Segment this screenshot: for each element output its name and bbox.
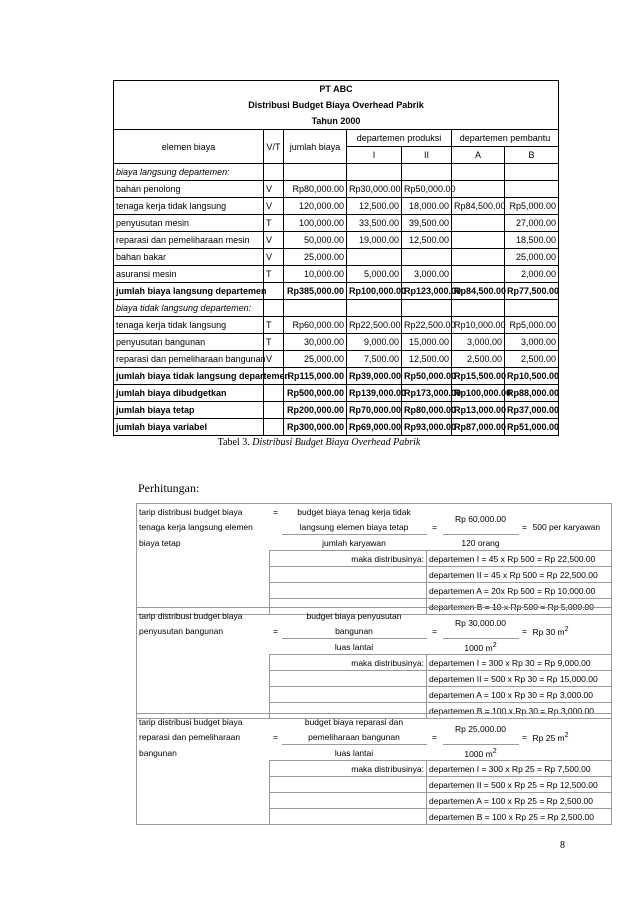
calc-value-denominator-text: 120 orang [461,537,500,548]
distribution-line: departemen II = 500 x Rp 30 = Rp 15,000.00 [427,671,612,687]
row-value-b: Rp88,000.00 [505,385,559,402]
calc-row [137,535,612,551]
row-value-a [452,249,505,266]
row-value-ii: Rp93,000.00 [402,419,452,436]
row-value-ii: Rp50,000.00 [402,368,452,385]
calc-value-denominator-text: 1000 m [464,642,493,653]
row-value-jumlah: Rp80,000.00 [284,181,347,198]
calc-equals-3: = [522,521,527,532]
row-label: penyusutan mesin [114,215,264,232]
row-value-i: Rp22,500.00 [347,317,402,334]
col-header-elemen: elemen biaya [114,130,264,164]
calc-value-numerator [443,608,519,639]
row-label: jumlah biaya dibudgetkan [114,385,264,402]
calc-result [531,519,612,535]
row-value-i: Rp100,000.00 [347,283,402,300]
calc-numerator-line-2 [282,519,427,535]
total-row [114,368,559,385]
row-value-b: 27,000.00 [505,215,559,232]
empty-cell [137,687,270,703]
row-value-jumlah: Rp300,000.00 [284,419,347,436]
calc-label-line-3 [137,639,270,655]
empty-cell [519,535,531,551]
row-value-a: Rp100,000.00 [452,385,505,402]
distribution-line: departemen B = 10 x Rp 500 = Rp 5,000.00 [427,599,612,615]
col-header-II: II [402,147,452,164]
empty-cell [270,745,282,761]
calculation-block-1 [136,503,612,615]
column-header-row [114,130,559,147]
calc-value-denominator [443,535,519,551]
calc-equals-1: = [270,504,282,520]
empty-cell [427,504,443,520]
calc-label-line-3: biaya tetap [137,535,270,551]
calc-row [137,714,612,730]
row-value-a: Rp84,500.00 [452,283,505,300]
distribution-row [137,777,612,793]
empty-cell [519,608,531,624]
empty-cell [519,745,531,761]
table-row [114,181,559,198]
empty-cell [270,793,427,809]
row-vt [264,419,284,436]
calc-equals-3: = [522,731,527,742]
row-value-jumlah: Rp385,000.00 [284,283,347,300]
caption-text: Distribusi Budget Biaya Overhead Pabrik [252,437,421,448]
calc-equals-3: = [522,625,527,636]
calc-numerator-line-1: budget biaya reparasi dan [282,714,427,730]
row-vt: V [264,249,284,266]
row-value-b [505,181,559,198]
row-label: jumlah biaya tidak langsung departemen [114,368,264,385]
row-value-b: 25,000.00 [505,249,559,266]
empty-cell [270,809,427,825]
col-header-vt: V/T [264,130,284,164]
empty-cell [137,761,270,777]
row-value-b: Rp5,000.00 [505,198,559,215]
empty-cell [531,504,612,520]
calc-result-sup: 2 [564,730,569,739]
row-value-i: 19,000.00 [347,232,402,249]
row-value-a: Rp15,500.00 [452,368,505,385]
table-row [114,334,559,351]
row-value-i: 33,500.00 [347,215,402,232]
distribution-line: departemen I = 45 x Rp 500 = Rp 22,500.00 [427,551,612,567]
col-header-jumlah: jumlah biaya [284,130,347,164]
calc-value-numerator-text: Rp 30,000.00 [454,618,507,628]
empty-cell [137,583,270,599]
row-value-jumlah: 100,000.00 [284,215,347,232]
calc-result-text: 500 per karyawan [532,521,601,532]
row-label: asuransi mesin [114,266,264,283]
row-label: reparasi dan pemeliharaan bangunan [114,351,264,368]
row-value-ii: Rp173,000.00 [402,385,452,402]
calc-result-text: Rp 30 m [532,626,565,637]
row-value-jumlah: Rp500,000.00 [284,385,347,402]
distribution-line: departemen I = 300 x Rp 25 = Rp 7,500.00 [427,761,612,777]
empty-cell [137,809,270,825]
section-title: Perhitungan: [138,481,200,495]
header-row [114,97,559,113]
row-value-ii: 18,000.00 [402,198,452,215]
calc-value-denominator [443,639,519,655]
calc-numerator-line-2 [282,729,427,745]
row-vt: V [264,351,284,368]
calc-row [137,729,612,745]
row-value-i: 12,500.00 [347,198,402,215]
empty-cell [427,714,443,730]
row-value-ii: 39,500.00 [402,215,452,232]
empty-cell [264,164,284,181]
row-value-ii [402,249,452,266]
empty-cell [452,300,505,317]
col-header-A: A [452,147,505,164]
distribution-line: departemen A = 100 x Rp 25 = Rp 2,500.00 [427,793,612,809]
table-row [114,317,559,334]
row-label: penyusutan bangunan [114,334,264,351]
empty-cell [137,567,270,583]
row-value-i: 9,000.00 [347,334,402,351]
calc-denominator: jumlah karyawan [322,537,386,548]
distribution-row [137,793,612,809]
total-row [114,283,559,300]
row-value-jumlah: 10,000.00 [284,266,347,283]
row-value-ii: Rp80,000.00 [402,402,452,419]
row-value-a [452,266,505,283]
distribution-row [137,655,612,671]
calc-label-line-2: tenaga kerja langsung elemen [137,519,270,535]
distribution-row [137,551,612,567]
col-header-I: I [347,147,402,164]
table-title-year: Tahun 2000 [114,113,559,130]
calc-equals-2: = [432,731,437,742]
calc-equals-1b [270,729,282,745]
col-header-B: B [505,147,559,164]
calc-value-denominator-text: 1000 m [464,748,493,759]
row-label: tenaga kerja tidak langsung [114,317,264,334]
col-header-pembantu: departemen pembantu [452,130,559,147]
row-value-b: Rp77,500.00 [505,283,559,300]
row-value-b: Rp5,000.00 [505,317,559,334]
table-row [114,351,559,368]
empty-cell [519,639,531,655]
row-value-a: Rp87,000.00 [452,419,505,436]
table-row [114,232,559,249]
row-value-ii: 12,500.00 [402,232,452,249]
calc-value-numerator [443,504,519,535]
calc-result [531,623,612,639]
calc-result-sup: 2 [564,624,569,633]
table-row [114,266,559,283]
calc-label-line-3: bangunan [137,745,270,761]
calc-result-text: Rp 25 m [532,732,565,743]
row-vt: T [264,266,284,283]
calc-value-numerator [443,714,519,745]
calc-equals-1 [270,714,282,730]
empty-cell [519,714,531,730]
row-value-ii: 12,500.00 [402,351,452,368]
budget-distribution-table [113,80,559,436]
empty-cell [427,639,443,655]
empty-cell [137,671,270,687]
calc-denominator: luas lantai [334,747,374,758]
empty-cell [270,567,427,583]
row-value-b: 2,500.00 [505,351,559,368]
calc-equals-1 [270,608,282,624]
calc-label-line-2: reparasi dan pemeliharaan [137,729,270,745]
row-value-ii: 15,000.00 [402,334,452,351]
calc-value-denominator-sup: 2 [492,640,497,649]
row-value-i: Rp39,000.00 [347,368,402,385]
empty-cell [402,300,452,317]
table-title-company: PT ABC [114,81,559,98]
empty-cell [137,777,270,793]
row-value-a: Rp13,000.00 [452,402,505,419]
row-value-a: Rp10,000.00 [452,317,505,334]
total-row [114,419,559,436]
calc-equals-1b [270,623,282,639]
calc-equals-2: = [432,625,437,636]
row-vt: T [264,334,284,351]
empty-cell [137,551,270,567]
col-header-produksi: departemen produksi [347,130,452,147]
row-label: jumlah biaya tetap [114,402,264,419]
calc-numerator-text: bangunan [335,625,373,636]
calc-row [137,504,612,520]
distribution-row [137,761,612,777]
maka-label: maka distribusinya: [270,655,427,671]
row-value-jumlah: 30,000.00 [284,334,347,351]
empty-cell [531,714,612,730]
calc-label-line-1: tarip distribusi budget biaya [137,608,270,624]
distribution-line: departemen A = 20x Rp 500 = Rp 10,000.00 [427,583,612,599]
calc-value-numerator-text: Rp 60,000.00 [454,514,507,524]
row-value-i [347,249,402,266]
calc-equals-text: = [273,731,278,742]
row-value-a: Rp84,500.00 [452,198,505,215]
distribution-row [137,567,612,583]
page-number: 8 [560,840,565,851]
row-value-a: 3,000.00 [452,334,505,351]
table-caption [0,437,638,448]
empty-cell [427,608,443,624]
row-value-i: Rp139,000.00 [347,385,402,402]
empty-cell [264,300,284,317]
section-direct-costs: biaya langsung departemen: [114,164,264,181]
table-title-name: Distribusi Budget Biaya Overhead Pabrik [114,97,559,113]
row-vt [264,402,284,419]
calc-denominator: luas lantai [334,641,374,652]
header-row [114,81,559,98]
empty-cell [531,639,612,655]
row-value-a [452,181,505,198]
table-row [114,249,559,266]
distribution-line: departemen B = 100 x Rp 25 = Rp 2,500.00 [427,809,612,825]
row-value-i: 7,500.00 [347,351,402,368]
empty-cell [347,300,402,317]
calc-numerator-line-1: budget biaya penyusutan [282,608,427,624]
row-value-jumlah: Rp115,000.00 [284,368,347,385]
empty-cell [270,777,427,793]
calc-label-line-1: tarip distribusi budget biaya [137,714,270,730]
row-value-ii: Rp50,000.00 [402,181,452,198]
empty-cell [427,745,443,761]
empty-cell [402,164,452,181]
row-label: bahan penolong [114,181,264,198]
row-value-b: Rp37,000.00 [505,402,559,419]
calculation-block-3 [136,713,612,825]
calc-equals-text: = [273,625,278,636]
row-label: bahan bakar [114,249,264,266]
empty-cell [270,671,427,687]
empty-cell [270,535,282,551]
calc-numerator-text: langsung elemen biaya tetap [299,521,409,532]
calc-row [137,608,612,624]
distribution-line: departemen A = 100 x Rp 30 = Rp 3,000.00 [427,687,612,703]
row-value-i: Rp69,000.00 [347,419,402,436]
row-value-jumlah: 120,000.00 [284,198,347,215]
empty-cell [505,164,559,181]
row-value-b: 2,000.00 [505,266,559,283]
empty-cell [427,535,443,551]
row-value-i: Rp70,000.00 [347,402,402,419]
total-row [114,402,559,419]
row-value-jumlah: Rp60,000.00 [284,317,347,334]
calc-equals-2: = [432,521,437,532]
empty-cell [505,300,559,317]
empty-cell [347,164,402,181]
row-value-ii: Rp123,000.00 [402,283,452,300]
row-vt: V [264,198,284,215]
section-row [114,300,559,317]
row-vt: V [264,232,284,249]
calc-numerator-line-1: budget biaya tenag kerja tidak [282,504,427,520]
distribution-row [137,671,612,687]
distribution-row [137,583,612,599]
calc-label-line-2: penyusutan bangunan [137,623,270,639]
empty-cell [270,687,427,703]
distribution-line: departemen I = 300 x Rp 30 = Rp 9,000.00 [427,655,612,671]
row-value-b: Rp10,500.00 [505,368,559,385]
calc-value-denominator-sup: 2 [492,746,497,755]
row-value-a: 2,500.00 [452,351,505,368]
distribution-line: departemen II = 500 x Rp 25 = Rp 12,500.00 [427,777,612,793]
maka-label: maka distribusinya: [270,551,427,567]
row-vt: V [264,181,284,198]
header-row [114,113,559,130]
calc-result [531,729,612,745]
calc-row [137,623,612,639]
row-value-jumlah: 25,000.00 [284,351,347,368]
row-value-ii: 3,000.00 [402,266,452,283]
row-value-i: Rp30,000.00 [347,181,402,198]
calc-value-numerator-text: Rp 25,000.00 [454,724,507,734]
row-value-i: 5,000.00 [347,266,402,283]
empty-cell [270,639,282,655]
table-row [114,198,559,215]
empty-cell [137,793,270,809]
empty-cell [284,164,347,181]
calc-label-line-1: tarip distribusi budget biaya [137,504,270,520]
empty-cell [531,535,612,551]
row-value-b: 3,000.00 [505,334,559,351]
row-value-jumlah: 50,000.00 [284,232,347,249]
row-vt [264,385,284,402]
row-label: tenaga kerja tidak langsung [114,198,264,215]
section-indirect-costs: biaya tidak langsung departemen: [114,300,264,317]
calculation-block-2 [136,607,612,719]
distribution-line: departemen B = 100 x Rp 30 = Rp 3,000.00 [427,703,612,719]
distribution-line: departemen II = 45 x Rp 500 = Rp 22,500.00 [427,567,612,583]
row-value-ii: Rp22,500.00 [402,317,452,334]
calc-numerator-line-2 [282,623,427,639]
calc-row [137,745,612,761]
row-value-b: 18,500.00 [505,232,559,249]
row-vt: T [264,317,284,334]
row-value-b: Rp51,000.00 [505,419,559,436]
empty-cell [531,608,612,624]
row-value-jumlah: 25,000.00 [284,249,347,266]
row-value-a [452,232,505,249]
row-label: jumlah biaya variabel [114,419,264,436]
empty-cell [270,583,427,599]
total-row [114,385,559,402]
distribution-row [137,809,612,825]
maka-label: maka distribusinya: [270,761,427,777]
empty-cell [137,655,270,671]
section-row [114,164,559,181]
calc-value-denominator [443,745,519,761]
empty-cell [284,300,347,317]
table-row [114,215,559,232]
calc-numerator-text: pemeliharaan bangunan [308,731,400,742]
row-label: jumlah biaya langsung departemen [114,283,264,300]
calc-equals-1b [270,519,282,535]
distribution-row [137,687,612,703]
empty-cell [519,504,531,520]
calc-row [137,519,612,535]
caption-prefix: Tabel 3. [217,437,253,448]
empty-cell [531,745,612,761]
calc-row [137,639,612,655]
empty-cell [452,164,505,181]
row-value-a [452,215,505,232]
row-vt: T [264,215,284,232]
row-value-jumlah: Rp200,000.00 [284,402,347,419]
row-label: reparasi dan pemeliharaan mesin [114,232,264,249]
